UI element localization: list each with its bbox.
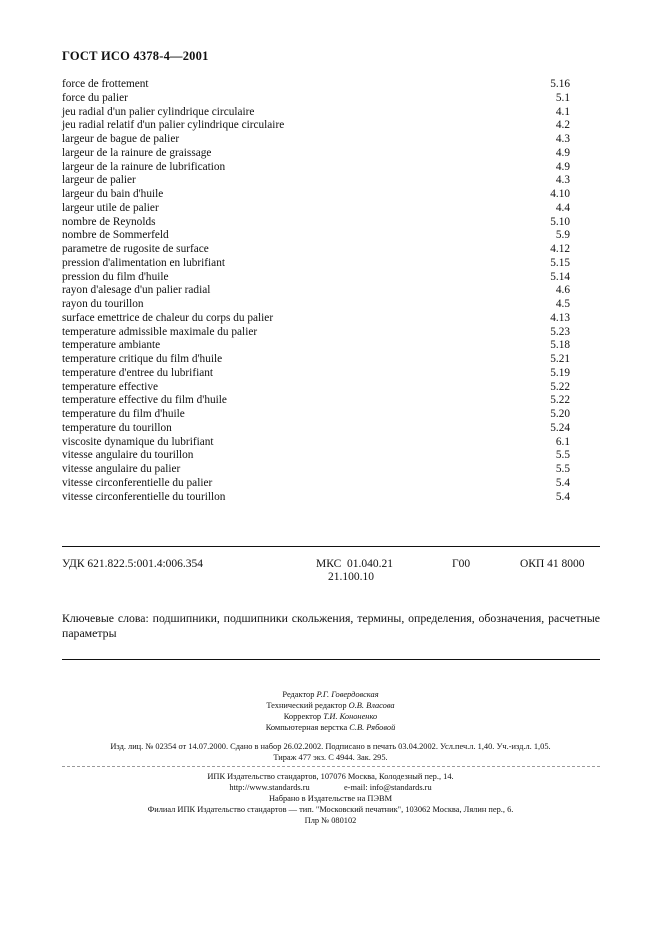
index-term: nombre de Reynolds [62,215,156,228]
index-entry [62,174,570,188]
index-entry [62,326,570,340]
index-entry [62,422,570,436]
index-term: force de frottement [62,78,149,90]
index-ref: 5.14 [550,270,570,283]
index-entry [62,106,570,120]
index-term: surface emettrice de chaleur du corps du palier [62,311,274,324]
index-entry [62,449,570,463]
index-ref: 5.24 [550,421,570,434]
index-term: largeur de palier [62,174,136,187]
index-term: rayon du tourillon [62,298,144,310]
index-term: temperature effective du film d'huile [62,394,227,407]
keywords-paragraph: Ключевые слова: подшипники, подшипники скольжения, термины, определения, обозначения, расчетные параметры [62,611,600,640]
index-ref: 5.16 [550,78,570,90]
index-term: vitesse circonferentielle du palier [62,476,213,489]
index-ref: 5.19 [550,366,570,379]
index-entry [62,243,570,257]
index-ref: 5.5 [555,463,570,475]
branch-line: Филиал ИПК Издательство стандартов — тип. "Московский печатник", 103062 Москва, Лялин пер., 6. [147,805,514,814]
index-entry [62,284,570,298]
print-info-line: Изд. лиц. № 02354 от 14.07.2000. Сдано в набор 26.02.2002. Подписано в печать 03.04.2002. Усл.печ.л. 1,40. Уч.-изд.л. 1,05. [110,742,551,751]
typeset-line: Набрано в Издательстве на ПЭВМ [268,794,393,803]
index-entry [62,477,570,491]
index-term: temperature ambiante [62,339,161,352]
index-entry [62,271,570,285]
index-term: temperature critique du film d'huile [62,353,223,365]
index-ref: 5.4 [555,476,570,489]
index-term: jeu radial relatif d'un palier cylindrique circulaire [62,119,285,132]
mks-code-1: 01.040.21 [347,558,393,570]
index-entry [62,216,570,230]
index-entry [62,298,570,312]
index-entry [62,436,570,450]
index-ref: 4.6 [555,284,570,297]
index-ref: 4.5 [555,298,570,310]
index-ref: 4.9 [555,146,570,159]
index-term: nombre de Sommerfeld [62,229,169,242]
index-entry [62,353,570,367]
index-ref: 4.9 [555,160,570,173]
corrector-line: Корректор Т.И. Кононенко [283,712,378,721]
index-term: temperature effective [62,380,159,393]
index-term: parametre de rugosite de surface [62,243,209,255]
index-term: largeur utile de palier [62,201,159,214]
index-entry [62,312,570,326]
okp-code: ОКП 41 8000 [520,558,585,570]
term-index-list [62,78,570,504]
index-entry [62,161,570,175]
mks-label: МКС [316,558,342,570]
tech-editor-line: Технический редактор О.В. Власова [266,701,395,710]
divider-bottom [62,659,600,660]
index-ref: 5.15 [550,256,570,269]
print-run-line: Тираж 477 экз. С 4944. Зак. 295. [273,753,388,762]
index-term: rayon d'alesage d'un palier radial [62,284,211,297]
index-entry [62,119,570,133]
index-term: vitesse circonferentielle du tourillon [62,490,226,503]
index-ref: 6.1 [555,435,570,448]
index-ref: 5.10 [550,215,570,228]
index-term: jeu radial d'un palier cylindrique circulaire [62,105,255,118]
index-ref: 5.18 [550,339,570,352]
index-term: largeur du bain d'huile [62,188,164,200]
index-entry [62,339,570,353]
index-ref: 5.4 [555,490,570,503]
index-ref: 5.23 [550,325,570,338]
index-term: force du palier [62,91,128,104]
index-term: largeur de la rainure de graissage [62,146,212,159]
udk-code: УДК 621.822.5:001.4:006.354 [62,558,204,570]
index-ref: 4.4 [555,201,570,214]
index-term: vitesse angulaire du tourillon [62,449,194,462]
index-entry [62,92,570,106]
index-ref: 5.21 [550,353,570,365]
index-term: temperature d'entree du lubrifiant [62,366,214,379]
index-ref: 4.2 [555,119,570,132]
index-term: temperature du tourillon [62,421,172,434]
index-ref: 5.5 [555,449,570,462]
index-term: largeur de la rainure de lubrification [62,160,226,173]
mks-code-2: 21.100.10 [328,571,374,583]
credits-editors [0,689,661,733]
index-entry [62,229,570,243]
layout-line: Компьютерная верстка С.В. Рябовой [265,723,396,732]
index-ref: 5.9 [555,229,570,242]
index-ref: 4.3 [555,133,570,145]
index-term: viscosite dynamique du lubrifiant [62,435,214,448]
plr-line: Плр № 080102 [304,816,357,825]
index-entry [62,78,570,92]
index-term: pression du film d'huile [62,270,169,283]
dashed-divider [62,766,600,767]
index-entry [62,202,570,216]
index-entry [62,408,570,422]
website-link[interactable]: http://www.standards.ru [229,783,310,792]
index-entry [62,367,570,381]
email-link[interactable]: e-mail: info@standards.ru [343,783,432,792]
index-ref: 4.1 [555,105,570,118]
index-entry [62,133,570,147]
index-term: temperature admissible maximale du palier [62,325,258,338]
index-entry [62,394,570,408]
index-entry [62,381,570,395]
index-entry [62,463,570,477]
index-ref: 4.13 [550,311,570,324]
index-ref: 4.3 [555,174,570,187]
index-entry [62,188,570,202]
publisher-line: ИПК Издательство стандартов, 107076 Москва, Колодезный пер., 14. [207,772,454,781]
index-ref: 5.22 [550,380,570,393]
index-term: pression d'alimentation en lubrifiant [62,256,225,269]
index-ref: 5.22 [550,394,570,407]
publisher-block [0,771,661,826]
index-entry [62,147,570,161]
index-ref: 4.12 [550,243,570,255]
editor-line: Редактор Р.Г. Говердовская [282,690,379,699]
print-info-block [0,741,661,763]
index-ref: 5.20 [550,408,570,420]
index-term: vitesse angulaire du palier [62,463,181,475]
document-header: ГОСТ ИСО 4378-4—2001 [62,49,209,63]
divider-top [62,546,600,547]
index-term: temperature du film d'huile [62,408,185,420]
index-ref: 5.1 [555,91,570,104]
index-term: largeur de bague de palier [62,133,180,145]
index-entry [62,491,570,505]
contact-line [0,782,661,793]
index-entry [62,257,570,271]
group-code: Г00 [452,558,471,570]
index-ref: 4.10 [550,188,570,200]
